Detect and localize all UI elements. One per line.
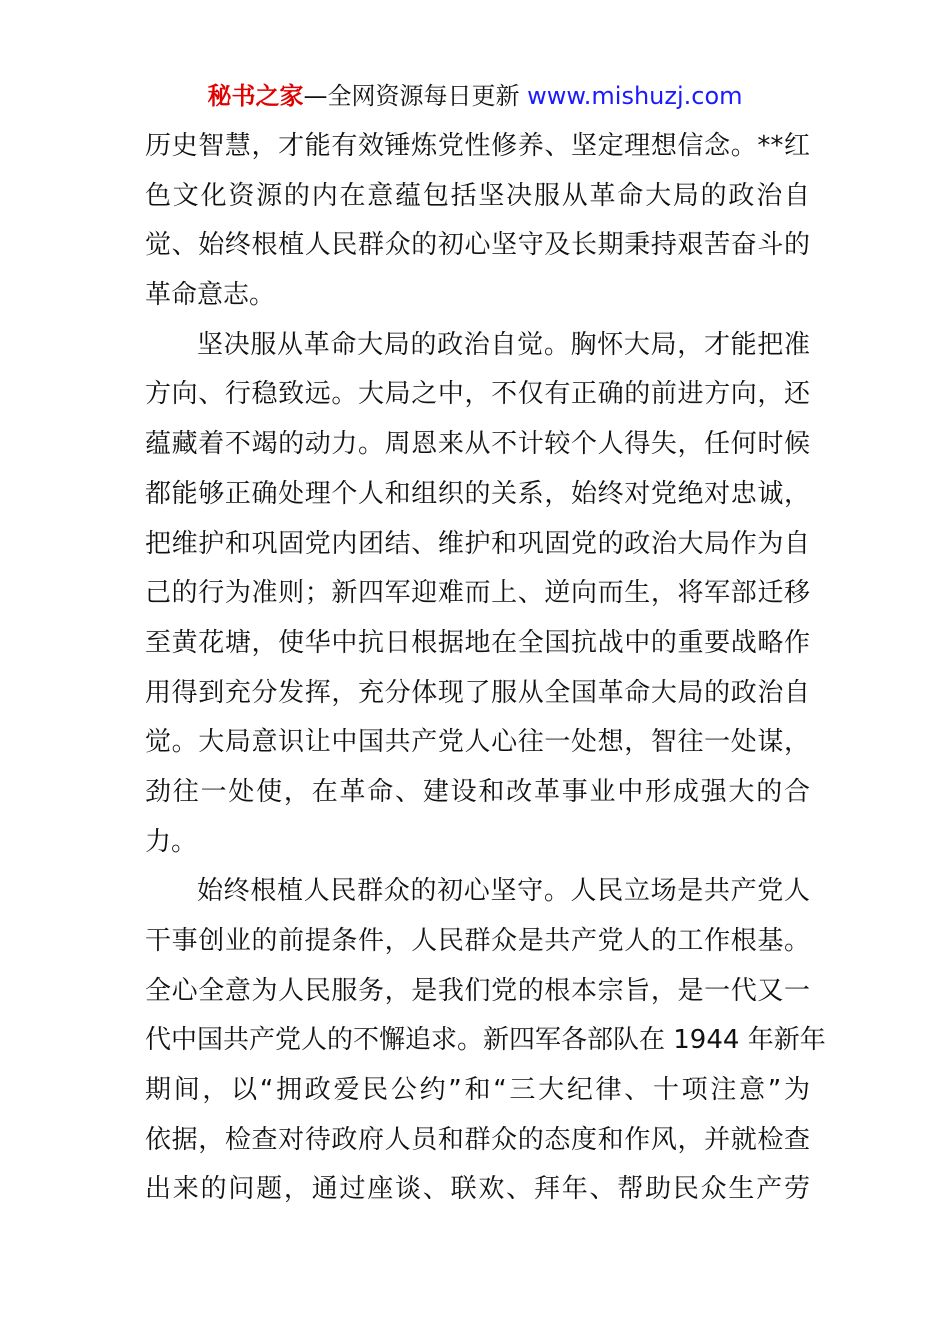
text-line: 坚决服从革命大局的政治自觉。胸怀大局，才能把准 [197, 329, 810, 360]
text-line: 都能够正确处理个人和组织的关系，始终对党绝对忠诚， [145, 478, 810, 509]
text-line: 至黄花塘，使华中抗日根据地在全国抗战中的重要战略作 [145, 627, 810, 658]
site-url-link[interactable]: www.mishuzj.com [527, 82, 743, 110]
site-brand: 秘书之家 [207, 82, 304, 110]
document-body [145, 122, 826, 1215]
text-line: 历史智慧，才能有效锤炼党性修养、坚定理想信念。**红 [145, 131, 810, 161]
text-line: 用得到充分发挥，充分体现了服从全国革命大局的政治自 [145, 677, 810, 708]
text-line: 始终根植人民群众的初心坚守。人民立场是共产党人 [197, 876, 810, 907]
text-line: 力。 [145, 826, 198, 857]
text-line: 出来的问题，通过座谈、联欢、拜年、帮助民众生产劳 [145, 1174, 810, 1205]
text-line: 依据，检查对待政府人员和群众的态度和作风，并就检查 [145, 1124, 810, 1155]
text-line: 代中国共产党人的不懈追求。新四军各部队在 1944 年新年 [145, 1025, 826, 1056]
text-line: 劲往一处使，在革命、建设和改革事业中形成强大的合 [145, 776, 810, 807]
paragraph [145, 122, 810, 321]
text-line: 觉。大局意识让中国共产党人心往一处想，智往一处谋， [145, 727, 810, 758]
text-line: 色文化资源的内在意蕴包括坚决服从革命大局的政治自 [145, 180, 810, 211]
text-line: 革命意志。 [145, 280, 276, 311]
text-line: 蕴藏着不竭的动力。周恩来从不计较个人得失，任何时候 [145, 429, 810, 460]
paragraph [145, 321, 810, 868]
text-line: 期间，以“拥政爱民公约”和“三大纪律、十项注意”为 [145, 1075, 810, 1106]
text-line: 干事创业的前提条件，人民群众是共产党人的工作根基。 [145, 926, 810, 956]
text-line: 方向、行稳致远。大局之中，不仅有正确的前进方向，还 [145, 379, 810, 410]
paragraph [145, 867, 826, 1215]
text-line: 己的行为准则；新四军迎难而上、逆向而生，将军部迁移 [145, 578, 810, 609]
site-header [0, 80, 950, 112]
text-line: 全心全意为人民服务，是我们党的根本宗旨，是一代又一 [145, 975, 810, 1006]
text-line: 觉、始终根植人民群众的初心坚守及长期秉持艰苦奋斗的 [145, 230, 810, 261]
text-line: 把维护和巩固党内团结、维护和巩固党的政治大局作为自 [145, 528, 810, 559]
site-tagline: —全网资源每日更新 [303, 82, 528, 110]
